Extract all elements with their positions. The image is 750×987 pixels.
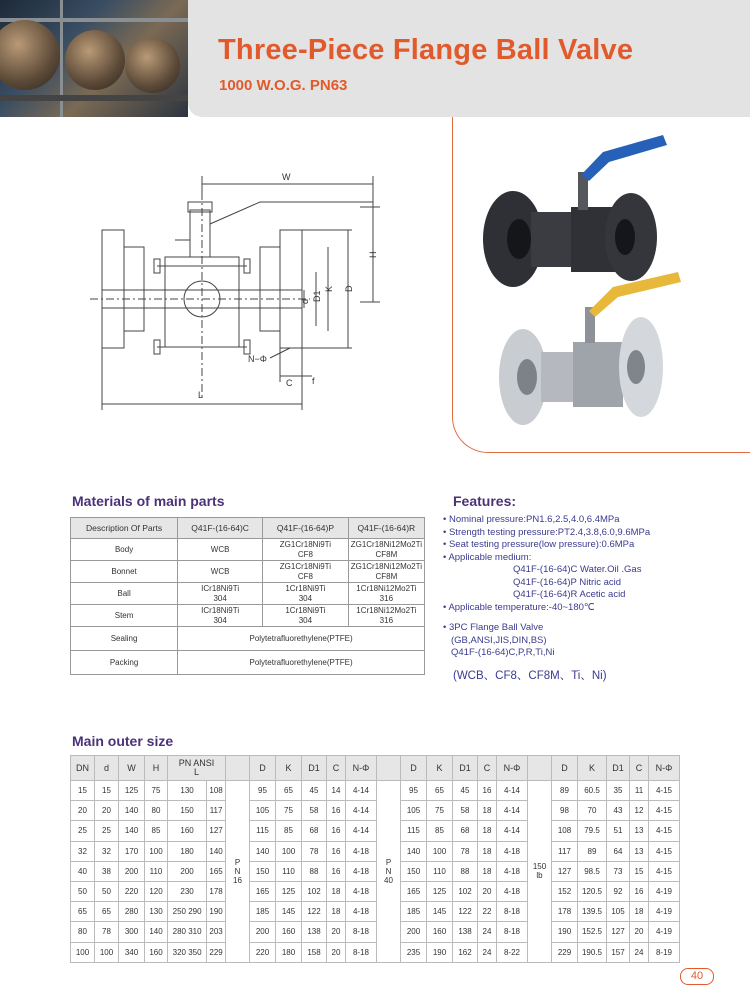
dim-cell: 100 (145, 841, 168, 861)
dim-col-header: D (401, 756, 427, 781)
material-r: ZG1Cr18Ni12Mo2Ti CF8M (348, 561, 424, 583)
feature-medium: Q41F-(16-64)C Water.Oil .Gas (513, 564, 642, 575)
dim-group-label-part: 40 (384, 875, 393, 885)
dim-col-header: D1 (607, 756, 630, 781)
material-c: ICr18Ni9Ti 304 (178, 605, 263, 627)
materials-col-header: Q41F-(16-64)P (263, 518, 349, 539)
dim-col-header: d (95, 756, 119, 781)
dim-cell: 127 (607, 922, 630, 942)
dim-cell-pn: 180 (168, 841, 207, 861)
dim-cell-ansi: 140 (207, 841, 226, 861)
dim-cell: 108 (552, 821, 578, 841)
dim-cell: 88 (302, 861, 327, 881)
dim-cell-ansi: 178 (207, 881, 226, 901)
dim-cell: 102 (453, 881, 478, 901)
dim-cell: 16 (327, 821, 346, 841)
table-row (71, 902, 680, 922)
material-span: Polytetrafluorethylene(PTFE) (178, 651, 425, 675)
dim-label-c: C (286, 378, 293, 388)
feature-line: • Applicable medium: (443, 551, 532, 563)
dim-cell: 139.5 (578, 902, 607, 922)
dim-cell: 32 (71, 841, 95, 861)
feature-line: • Strength testing pressure:PT2.4,3.8,6.0,9.6MPa (443, 526, 651, 538)
feature-temperature: • Applicable temperature:-40~180℃ (443, 601, 595, 613)
dim-cell: 40 (71, 861, 95, 881)
dim-col-header: N-Φ (649, 756, 680, 781)
dim-group-label-part: N (385, 866, 392, 876)
dim-cell: 4-19 (649, 922, 680, 942)
table-row (71, 651, 425, 675)
dim-cell: 22 (478, 902, 497, 922)
dimensions-heading: Main outer size (72, 733, 174, 749)
dim-cell: 16 (327, 841, 346, 861)
dim-cell: 100 (427, 841, 453, 861)
dim-cell: 115 (401, 821, 427, 841)
dim-cell: 50 (71, 881, 95, 901)
dim-col-header: C (478, 756, 497, 781)
dimensions-table (70, 755, 680, 963)
dim-cell: 15 (95, 781, 119, 801)
valve-product-photos (453, 117, 750, 452)
dim-cell: 4-15 (649, 841, 680, 861)
material-c: WCB (178, 539, 263, 561)
dim-group-label-part: N (234, 866, 241, 876)
dim-cell: 85 (276, 821, 302, 841)
header-factory-photo (0, 0, 188, 117)
dim-cell: 4-18 (346, 902, 377, 922)
material-p: ZG1Cr18Ni9Ti CF8 (263, 539, 349, 561)
material-p: 1Cr18Ni9Ti 304 (263, 583, 349, 605)
dim-cell: 185 (401, 902, 427, 922)
dim-cell: 78 (453, 841, 478, 861)
dim-cell: 125 (119, 781, 145, 801)
dim-cell: 65 (427, 781, 453, 801)
dim-label-k: K (324, 285, 334, 292)
dim-cell: 165 (401, 881, 427, 901)
dim-group-label (377, 781, 401, 963)
part-name: Ball (71, 583, 178, 605)
dim-col-header: D (552, 756, 578, 781)
dim-cell: 60.5 (578, 781, 607, 801)
dim-cell: 125 (276, 881, 302, 901)
dim-cell: 51 (607, 821, 630, 841)
dim-cell: 18 (327, 881, 346, 901)
dim-cell: 4-14 (346, 801, 377, 821)
material-c: ICr18Ni9Ti 304 (178, 583, 263, 605)
page-number: 40 (680, 968, 714, 985)
table-row (71, 942, 680, 962)
dim-cell: 24 (478, 922, 497, 942)
material-r: ZG1Cr18Ni12Mo2Ti CF8M (348, 539, 424, 561)
dim-cell: 45 (453, 781, 478, 801)
dim-group-label (528, 781, 552, 963)
dim-cell: 65 (71, 902, 95, 922)
dim-cell: 185 (250, 902, 276, 922)
dim-cell: 18 (327, 902, 346, 922)
dim-cell: 140 (401, 841, 427, 861)
table-row (71, 821, 680, 841)
dim-cell: 15 (630, 861, 649, 881)
dim-cell: 13 (630, 821, 649, 841)
dim-cell: 4-15 (649, 861, 680, 881)
part-name: Bonnet (71, 561, 178, 583)
part-name: Sealing (71, 627, 178, 651)
dim-cell-pn: 280 310 (168, 922, 207, 942)
dim-label-n-phi: N−Φ (248, 354, 267, 364)
dim-cell: 140 (119, 801, 145, 821)
dim-col-header: D1 (302, 756, 327, 781)
dim-group-spacer (226, 756, 250, 781)
dim-cell: 8-18 (346, 942, 377, 962)
dim-cell: 4-14 (497, 821, 528, 841)
dim-cell: 80 (71, 922, 95, 942)
table-row (71, 583, 425, 605)
dim-cell: 8-18 (346, 922, 377, 942)
dim-cell: 8-22 (497, 942, 528, 962)
dim-cell: 15 (71, 781, 95, 801)
dim-col-header: D (250, 756, 276, 781)
materials-col-header: Description Of Parts (71, 518, 178, 539)
dim-cell: 110 (145, 861, 168, 881)
dim-cell: 20 (327, 942, 346, 962)
dim-cell: 125 (427, 881, 453, 901)
dim-cell: 138 (453, 922, 478, 942)
dim-cell: 4-14 (497, 781, 528, 801)
dim-cell: 50 (95, 881, 119, 901)
dim-group-spacer (528, 756, 552, 781)
dim-label-w: W (282, 172, 291, 182)
dim-cell: 88 (453, 861, 478, 881)
dim-cell: 73 (607, 861, 630, 881)
dim-cell: 58 (453, 801, 478, 821)
dim-cell-pn: 150 (168, 801, 207, 821)
dim-cell: 75 (427, 801, 453, 821)
dim-cell: 8-19 (649, 942, 680, 962)
dim-cell: 117 (552, 841, 578, 861)
dim-cell: 18 (478, 841, 497, 861)
dim-cell: 160 (427, 922, 453, 942)
dim-cell: 110 (276, 861, 302, 881)
dim-cell: 145 (427, 902, 453, 922)
dim-cell-pn: 320 350 (168, 942, 207, 962)
part-name: Packing (71, 651, 178, 675)
stainless-steel-valve-photo (499, 272, 681, 425)
dim-cell: 98.5 (578, 861, 607, 881)
dim-cell: 14 (327, 781, 346, 801)
dim-cell: 105 (250, 801, 276, 821)
dim-col-header: K (276, 756, 302, 781)
dim-cell: 102 (302, 881, 327, 901)
dim-cell: 300 (119, 922, 145, 942)
dim-cell: 85 (145, 821, 168, 841)
dim-group-label-part: P (385, 857, 392, 867)
dim-cell: 4-18 (346, 881, 377, 901)
dim-cell: 89 (578, 841, 607, 861)
dim-cell: 16 (327, 861, 346, 881)
dim-cell: 120.5 (578, 881, 607, 901)
dim-cell: 18 (478, 801, 497, 821)
dim-label-d: d (300, 298, 310, 304)
dim-label-h: H (368, 251, 378, 258)
table-row (71, 841, 680, 861)
dim-cell-pn: 200 (168, 861, 207, 881)
dim-cell: 16 (630, 881, 649, 901)
dim-cell: 115 (250, 821, 276, 841)
dim-cell: 95 (401, 781, 427, 801)
dim-cell-pn: 130 (168, 781, 207, 801)
dim-cell-pn: 250 290 (168, 902, 207, 922)
dim-cell: 92 (607, 881, 630, 901)
dim-cell: 89 (552, 781, 578, 801)
dim-cell: 100 (71, 942, 95, 962)
dim-cell: 4-15 (649, 821, 680, 841)
feature-line: • Nominal pressure:PN1.6,2.5,4.0,6.4MPa (443, 514, 620, 525)
feature-3pc-line: (GB,ANSI,JIS,DIN,BS) (451, 634, 547, 646)
dim-cell: 190 (427, 942, 453, 962)
dim-group-label-part: lb (536, 871, 543, 881)
dim-cell: 20 (95, 801, 119, 821)
dim-cell: 75 (145, 781, 168, 801)
table-row (71, 922, 680, 942)
table-row (71, 539, 425, 561)
dim-col-header: C (630, 756, 649, 781)
dim-cell: 64 (607, 841, 630, 861)
dim-cell: 122 (302, 902, 327, 922)
dim-cell: 12 (630, 801, 649, 821)
dim-cell: 79.5 (578, 821, 607, 841)
dim-cell-ansi: 127 (207, 821, 226, 841)
dim-cell: 18 (478, 861, 497, 881)
dim-cell: 24 (630, 942, 649, 962)
feature-3pc-line: • 3PC Flange Ball Valve (443, 622, 544, 633)
dim-cell: 65 (276, 781, 302, 801)
dim-cell: 43 (607, 801, 630, 821)
dim-cell: 32 (95, 841, 119, 861)
dim-group-spacer (377, 756, 401, 781)
material-r: 1Cr18Ni12Mo2Ti 316 (348, 605, 424, 627)
dim-col-header: N-Φ (497, 756, 528, 781)
dim-cell-ansi: 203 (207, 922, 226, 942)
materials-col-header: Q41F-(16-64)C (178, 518, 263, 539)
dim-cell: 78 (95, 922, 119, 942)
dim-col-header: DN (71, 756, 95, 781)
dim-cell: 220 (250, 942, 276, 962)
dim-cell: 20 (327, 922, 346, 942)
feature-line: • Seat testing pressure(low pressure):0.6MPa (443, 539, 635, 550)
dim-cell: 98 (552, 801, 578, 821)
dim-cell: 165 (250, 881, 276, 901)
table-row (71, 781, 680, 801)
dim-cell: 80 (145, 801, 168, 821)
dim-cell: 145 (276, 902, 302, 922)
dim-cell: 200 (401, 922, 427, 942)
dim-cell-ansi: 165 (207, 861, 226, 881)
dim-cell: 220 (119, 881, 145, 901)
dim-cell: 25 (71, 821, 95, 841)
material-p: 1Cr18Ni9Ti 304 (263, 605, 349, 627)
dim-cell: 58 (302, 801, 327, 821)
dim-cell: 157 (607, 942, 630, 962)
dim-cell: 4-14 (497, 801, 528, 821)
dim-label-f: f (312, 376, 315, 386)
dim-group-label (226, 781, 250, 963)
dim-label-l: L (198, 390, 204, 400)
material-p: ZG1Cr18Ni9Ti CF8 (263, 561, 349, 583)
carbon-steel-valve-photo (483, 135, 667, 287)
dim-cell: 122 (453, 902, 478, 922)
dim-cell: 138 (302, 922, 327, 942)
dim-group-label-part: 16 (233, 875, 242, 885)
material-r: 1Cr18Ni12Mo2Ti 316 (348, 583, 424, 605)
dim-cell: 4-15 (649, 781, 680, 801)
dim-cell: 4-14 (346, 781, 377, 801)
dim-cell: 20 (71, 801, 95, 821)
materials-table (70, 517, 425, 675)
dim-cell: 170 (119, 841, 145, 861)
dim-cell: 150 (401, 861, 427, 881)
dim-cell: 4-14 (346, 821, 377, 841)
dim-cell: 100 (276, 841, 302, 861)
dim-cell: 152 (552, 881, 578, 901)
dim-cell: 20 (630, 922, 649, 942)
dim-col-header: N-Φ (346, 756, 377, 781)
dim-cell: 105 (401, 801, 427, 821)
dim-col-header-l: PN ANSI L (168, 756, 226, 781)
feature-medium: Q41F-(16-64)P Nitric acid (513, 576, 622, 588)
table-row (71, 881, 680, 901)
dim-cell: 340 (119, 942, 145, 962)
dim-cell: 120 (145, 881, 168, 901)
dim-col-header: W (119, 756, 145, 781)
dim-cell: 4-19 (649, 881, 680, 901)
dim-cell: 16 (478, 781, 497, 801)
dim-group-label-part: P (234, 857, 241, 867)
dim-cell: 158 (302, 942, 327, 962)
dim-cell: 130 (145, 902, 168, 922)
feature-materials-line: (WCB、CF8、CF8M、Ti、Ni) (453, 669, 607, 682)
dim-cell: 150 (250, 861, 276, 881)
dim-cell: 180 (276, 942, 302, 962)
dim-cell: 4-18 (346, 861, 377, 881)
dim-cell: 110 (427, 861, 453, 881)
dim-cell: 18 (478, 821, 497, 841)
dim-cell: 20 (478, 881, 497, 901)
dim-col-header: C (327, 756, 346, 781)
table-row (71, 605, 425, 627)
valve-dimension-drawing (90, 162, 380, 412)
dim-cell: 235 (401, 942, 427, 962)
dim-col-header: K (427, 756, 453, 781)
table-row (71, 627, 425, 651)
part-name: Stem (71, 605, 178, 627)
dim-cell: 178 (552, 902, 578, 922)
dim-cell: 78 (302, 841, 327, 861)
dim-cell: 280 (119, 902, 145, 922)
dim-cell: 95 (250, 781, 276, 801)
page-subtitle: 1000 W.O.G. PN63 (219, 77, 348, 94)
table-row (71, 801, 680, 821)
dim-cell: 16 (327, 801, 346, 821)
dim-col-header: H (145, 756, 168, 781)
dim-cell: 85 (427, 821, 453, 841)
dim-cell: 35 (607, 781, 630, 801)
dim-cell: 190 (552, 922, 578, 942)
dim-cell: 100 (95, 942, 119, 962)
dim-cell: 4-18 (497, 841, 528, 861)
feature-3pc-line: Q41F-(16-64)C,P,R,Ti,Ni (451, 647, 555, 658)
dim-cell: 105 (607, 902, 630, 922)
feature-medium: Q41F-(16-64)R Acetic acid (513, 589, 626, 600)
features-heading: Features: (453, 493, 517, 509)
dim-cell: 127 (552, 861, 578, 881)
dim-cell: 200 (250, 922, 276, 942)
dim-cell: 70 (578, 801, 607, 821)
dim-cell-pn: 230 (168, 881, 207, 901)
dim-cell: 45 (302, 781, 327, 801)
dim-cell: 4-18 (346, 841, 377, 861)
dim-cell: 68 (453, 821, 478, 841)
dim-cell: 11 (630, 781, 649, 801)
dim-cell: 18 (630, 902, 649, 922)
dim-cell: 68 (302, 821, 327, 841)
material-span: Polytetrafluorethylene(PTFE) (178, 627, 425, 651)
dim-cell: 4-18 (497, 881, 528, 901)
material-c: WCB (178, 561, 263, 583)
dim-cell: 160 (276, 922, 302, 942)
materials-heading: Materials of main parts (72, 493, 225, 509)
dim-cell: 152.5 (578, 922, 607, 942)
features-list (443, 514, 743, 682)
dim-cell-ansi: 108 (207, 781, 226, 801)
dim-cell: 75 (276, 801, 302, 821)
dim-cell: 8-18 (497, 902, 528, 922)
dim-label-d1: D1 (312, 290, 322, 302)
table-row (71, 861, 680, 881)
dim-cell: 140 (145, 922, 168, 942)
dim-col-header: D1 (453, 756, 478, 781)
dim-cell: 229 (552, 942, 578, 962)
dim-group-label-part: 150 (532, 862, 547, 872)
table-row (71, 561, 425, 583)
dim-cell: 140 (119, 821, 145, 841)
dim-cell-ansi: 190 (207, 902, 226, 922)
dim-cell: 160 (145, 942, 168, 962)
dim-cell: 8-18 (497, 922, 528, 942)
page-title: Three-Piece Flange Ball Valve (218, 34, 634, 66)
part-name: Body (71, 539, 178, 561)
dim-cell: 65 (95, 902, 119, 922)
materials-col-header: Q41F-(16-64)R (348, 518, 424, 539)
dim-label-d-outer: D (344, 285, 354, 292)
product-photo-panel (452, 117, 750, 453)
dim-cell: 140 (250, 841, 276, 861)
dim-cell: 25 (95, 821, 119, 841)
dim-cell: 190.5 (578, 942, 607, 962)
dim-col-header: K (578, 756, 607, 781)
dim-cell-ansi: 229 (207, 942, 226, 962)
dim-cell: 162 (453, 942, 478, 962)
dim-cell: 4-15 (649, 801, 680, 821)
dim-cell: 38 (95, 861, 119, 881)
dim-cell-pn: 160 (168, 821, 207, 841)
dim-cell: 13 (630, 841, 649, 861)
dim-cell: 4-18 (497, 861, 528, 881)
dim-cell-ansi: 117 (207, 801, 226, 821)
dim-cell: 4-19 (649, 902, 680, 922)
dim-cell: 200 (119, 861, 145, 881)
dim-cell: 24 (478, 942, 497, 962)
